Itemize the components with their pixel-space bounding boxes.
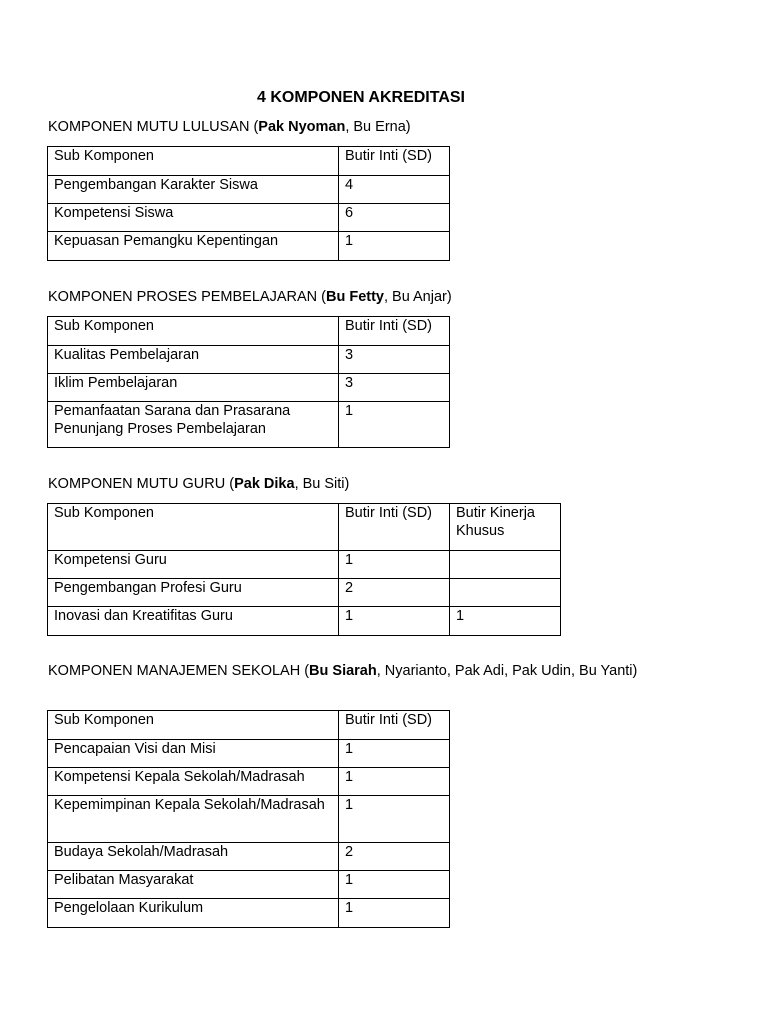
section-heading-mutu-guru: KOMPONEN MUTU GURU (Pak Dika, Bu Siti) — [48, 476, 350, 492]
cell-sub-komponen: Pemanfaatan Sarana dan Prasarana Penunjang Proses Pembelajaran — [48, 402, 339, 448]
cell-sub-komponen: Kompetensi Kepala Sekolah/Madrasah — [48, 768, 339, 796]
table-row — [48, 768, 450, 796]
cell-sub-komponen: Budaya Sekolah/Madrasah — [48, 843, 339, 871]
table-mutu-guru — [47, 503, 561, 636]
cell-butir-inti: 4 — [339, 176, 450, 204]
cell-sub-komponen: Iklim Pembelajaran — [48, 374, 339, 402]
table-row — [48, 402, 450, 448]
table-proses-pembelajaran — [47, 316, 450, 448]
table-row — [48, 579, 561, 607]
section-lead-name: Bu Fetty — [325, 289, 384, 305]
cell-butir-kinerja-khusus — [450, 579, 561, 607]
header-cell-butir-inti: Butir Inti (SD) — [339, 317, 450, 346]
cell-butir-inti: 2 — [339, 579, 450, 607]
cell-butir-kinerja-khusus — [450, 551, 561, 579]
cell-butir-inti: 1 — [339, 232, 450, 261]
table-row — [48, 232, 450, 261]
cell-sub-komponen: Kompetensi Siswa — [48, 204, 339, 232]
header-cell-sub-komponen: Sub Komponen — [48, 147, 339, 176]
cell-butir-inti: 6 — [339, 204, 450, 232]
header-cell-butir-inti: Butir Inti (SD) — [339, 504, 450, 551]
table-header-row — [48, 147, 450, 176]
section-lead-name: Pak Dika — [234, 476, 295, 492]
table-row — [48, 346, 450, 374]
cell-sub-komponen: Kepuasan Pemangku Kepentingan — [48, 232, 339, 261]
cell-butir-inti: 2 — [339, 843, 450, 871]
table-row — [48, 871, 450, 899]
table-header-row — [48, 504, 561, 551]
table-row — [48, 740, 450, 768]
cell-butir-inti: 1 — [339, 551, 450, 579]
cell-sub-komponen: Pengelolaan Kurikulum — [48, 899, 339, 928]
cell-butir-inti: 1 — [339, 740, 450, 768]
header-cell-butir-inti: Butir Inti (SD) — [339, 711, 450, 740]
table-row — [48, 204, 450, 232]
cell-butir-inti: 1 — [339, 402, 450, 448]
section-heading-mutu-lulusan: KOMPONEN MUTU LULUSAN (Pak Nyoman, Bu Erna) — [48, 119, 411, 135]
section-heading-proses-pembelajaran: KOMPONEN PROSES PEMBELAJARAN (Bu Fetty, Bu Anjar) — [48, 289, 452, 305]
section-lead-name: Pak Nyoman — [258, 119, 346, 135]
table-manajemen-sekolah — [47, 710, 450, 928]
header-cell-sub-komponen: Sub Komponen — [48, 317, 339, 346]
table-row — [48, 899, 450, 928]
cell-sub-komponen: Kepemimpinan Kepala Sekolah/Madrasah — [48, 796, 339, 843]
table-header-row — [48, 317, 450, 346]
header-cell-sub-komponen: Sub Komponen — [48, 711, 339, 740]
section-lead-name: Bu Siarah — [309, 663, 377, 679]
cell-butir-inti: 1 — [339, 607, 450, 636]
cell-sub-komponen: Pelibatan Masyarakat — [48, 871, 339, 899]
cell-butir-inti: 3 — [339, 374, 450, 402]
cell-butir-inti: 3 — [339, 346, 450, 374]
cell-butir-inti: 1 — [339, 796, 450, 843]
cell-sub-komponen: Pengembangan Profesi Guru — [48, 579, 339, 607]
table-row — [48, 796, 450, 843]
header-cell-butir-kinerja-khusus: Butir Kinerja Khusus — [450, 504, 561, 551]
cell-butir-inti: 1 — [339, 899, 450, 928]
table-row — [48, 176, 450, 204]
cell-sub-komponen: Pencapaian Visi dan Misi — [48, 740, 339, 768]
cell-sub-komponen: Inovasi dan Kreatifitas Guru — [48, 607, 339, 636]
section-heading-manajemen-sekolah: KOMPONEN MANAJEMEN SEKOLAH (Bu Siarah, Nyarianto, Pak Adi, Pak Udin, Bu Yanti) — [48, 663, 638, 679]
table-mutu-lulusan — [47, 146, 450, 261]
cell-butir-inti: 1 — [339, 768, 450, 796]
cell-sub-komponen: Pengembangan Karakter Siswa — [48, 176, 339, 204]
cell-sub-komponen: Kualitas Pembelajaran — [48, 346, 339, 374]
cell-butir-kinerja-khusus: 1 — [450, 607, 561, 636]
table-row — [48, 551, 561, 579]
header-cell-butir-inti: Butir Inti (SD) — [339, 147, 450, 176]
cell-butir-inti: 1 — [339, 871, 450, 899]
page-title: 4 KOMPONEN AKREDITASI — [256, 89, 465, 106]
cell-sub-komponen: Kompetensi Guru — [48, 551, 339, 579]
table-header-row — [48, 711, 450, 740]
table-row — [48, 843, 450, 871]
table-row — [48, 607, 561, 636]
header-cell-sub-komponen: Sub Komponen — [48, 504, 339, 551]
table-row — [48, 374, 450, 402]
